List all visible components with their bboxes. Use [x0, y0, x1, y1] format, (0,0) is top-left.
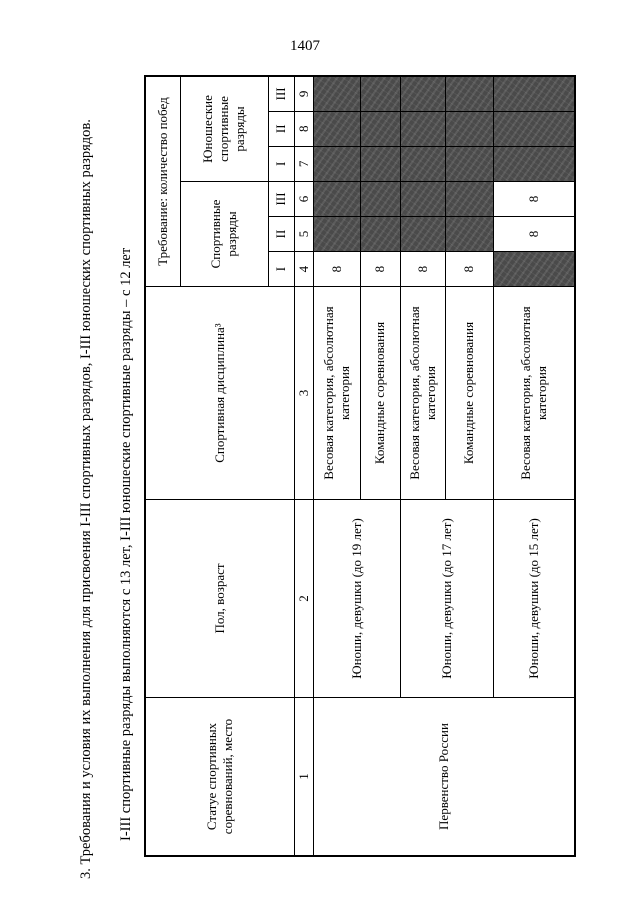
header-youth-rank-I: I	[268, 146, 294, 181]
shaded-cell	[360, 181, 400, 216]
shaded-cell	[445, 111, 493, 146]
discipline-cell: Весовая категория, абсолютная категория	[313, 287, 360, 500]
shaded-cell	[445, 181, 493, 216]
header-sport-ranks: Спортивные разряды	[180, 181, 268, 286]
value-cell: 8	[445, 252, 493, 287]
shaded-cell	[445, 146, 493, 181]
column-number: 6	[294, 181, 313, 216]
shaded-cell	[313, 146, 360, 181]
value-cell: 8	[400, 252, 445, 287]
header-rank-I: I	[268, 252, 294, 287]
header-youth-rank-III: III	[268, 76, 294, 111]
shaded-cell	[445, 76, 493, 111]
age-group-cell: Юноши, девушки (до 15 лет)	[493, 499, 575, 697]
header-discipline: Спортивная дисциплина³	[145, 287, 294, 500]
shaded-cell	[360, 146, 400, 181]
shaded-cell	[400, 111, 445, 146]
shaded-cell	[445, 216, 493, 251]
value-cell: 8	[493, 216, 575, 251]
shaded-cell	[493, 252, 575, 287]
shaded-cell	[313, 181, 360, 216]
shaded-cell	[313, 76, 360, 111]
column-number: 9	[294, 76, 313, 111]
shaded-cell	[493, 146, 575, 181]
discipline-cell: Весовая категория, абсолютная категория	[400, 287, 445, 500]
header-rank-II: II	[268, 216, 294, 251]
value-cell: 8	[313, 252, 360, 287]
shaded-cell	[313, 111, 360, 146]
shaded-cell	[360, 216, 400, 251]
age-group-cell: Юноши, девушки (до 19 лет)	[313, 499, 400, 697]
section-subheading: I-III спортивные разряды выполняются с 13 лет, I-III юношеские спортивные разряды – с 12 лет	[118, 247, 134, 841]
section-heading: 3. Требования и условия их выполнения для присвоения I-III спортивных разрядов, I-III юношеских спортивных разрядов.	[78, 119, 94, 879]
shaded-cell	[400, 181, 445, 216]
shaded-cell	[493, 111, 575, 146]
rotated-page-content	[0, 17, 640, 887]
column-number: 2	[294, 499, 313, 697]
column-number: 1	[294, 698, 313, 856]
header-status: Статуе спортивных соревнований, место	[145, 698, 294, 856]
shaded-cell	[360, 111, 400, 146]
requirements-table	[144, 75, 576, 857]
value-cell: 8	[360, 252, 400, 287]
column-number: 7	[294, 146, 313, 181]
discipline-cell: Командные соревнования	[445, 287, 493, 500]
column-number: 8	[294, 111, 313, 146]
header-rank-III: III	[268, 181, 294, 216]
header-requirement: Требование: количество побед	[145, 76, 180, 287]
header-youth-rank-II: II	[268, 111, 294, 146]
column-number: 5	[294, 216, 313, 251]
column-number: 3	[294, 287, 313, 500]
shaded-cell	[313, 216, 360, 251]
shaded-cell	[360, 76, 400, 111]
shaded-cell	[400, 216, 445, 251]
header-gender-age: Пол, возраст	[145, 499, 294, 697]
column-number: 4	[294, 252, 313, 287]
header-youth-ranks: Юношеские спортивные разряды	[180, 76, 268, 181]
discipline-cell: Весовая категория, абсолютная категория	[493, 287, 575, 500]
shaded-cell	[493, 76, 575, 111]
shaded-cell	[400, 146, 445, 181]
status-cell: Первенство России	[313, 698, 575, 856]
page-number: 1407	[290, 38, 320, 54]
discipline-cell: Командные соревнования	[360, 287, 400, 500]
shaded-cell	[400, 76, 445, 111]
age-group-cell: Юноши, девушки (до 17 лет)	[400, 499, 493, 697]
value-cell: 8	[493, 181, 575, 216]
